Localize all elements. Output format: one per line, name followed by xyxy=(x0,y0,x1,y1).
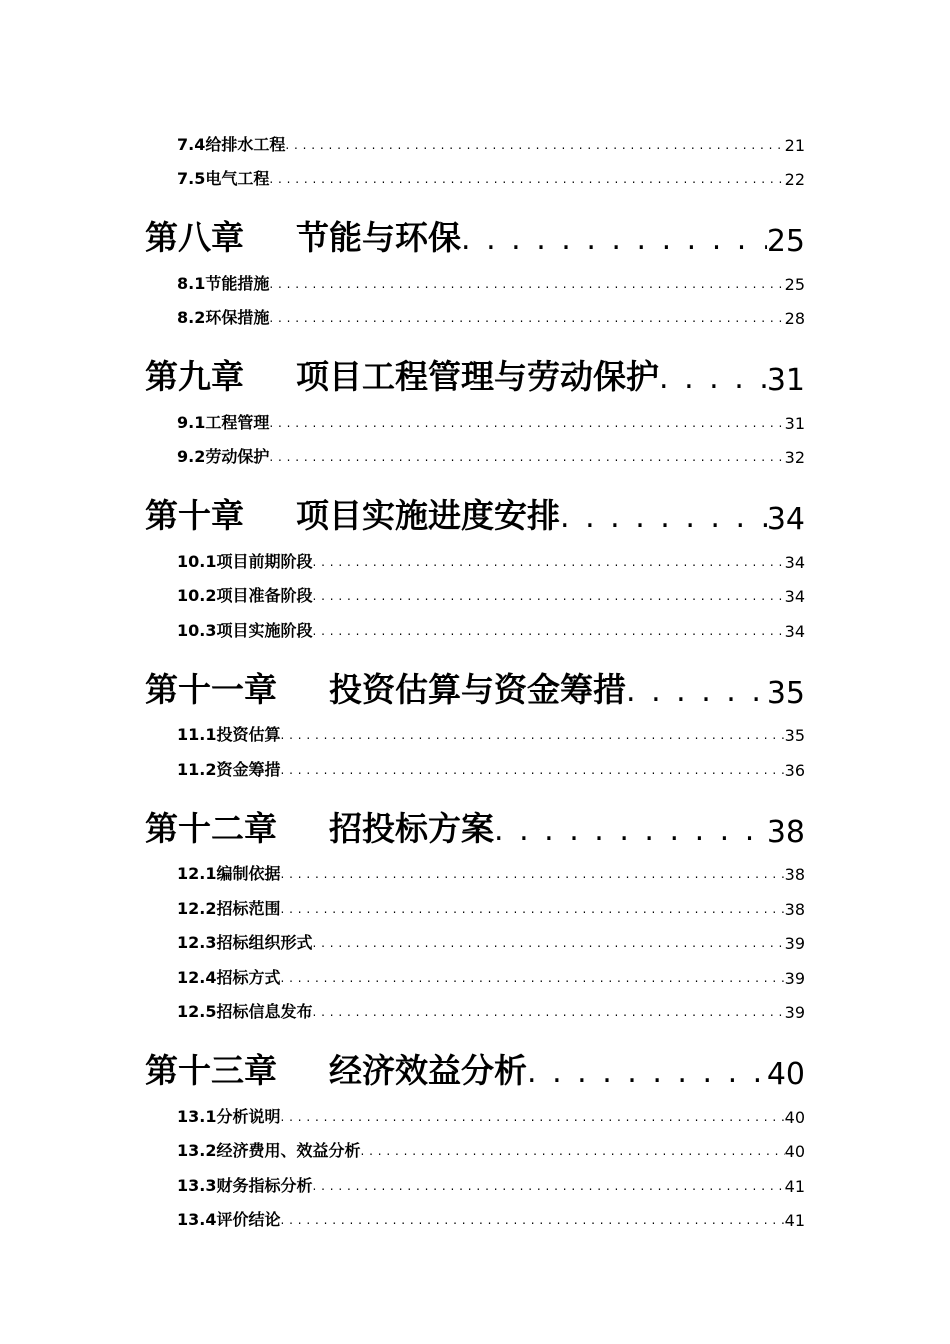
dot-leader xyxy=(312,589,784,606)
toc-section-entry[interactable] xyxy=(145,120,805,155)
dot-leader xyxy=(280,971,784,988)
dot-leader xyxy=(312,1005,784,1022)
dot-leader xyxy=(280,728,784,745)
section-title: 9.2劳动保护 xyxy=(177,447,270,466)
page-number: 39 xyxy=(784,934,805,953)
toc-section-entry[interactable] xyxy=(145,919,805,954)
dot-leader xyxy=(527,1055,767,1092)
section-title: 13.2经济费用、效益分析 xyxy=(177,1141,361,1160)
page-number: 35 xyxy=(766,675,805,711)
toc-section-entry[interactable] xyxy=(145,745,805,780)
toc-section-entry[interactable] xyxy=(145,1196,805,1231)
chapter-number: 第八章 xyxy=(145,218,244,257)
page-number: 40 xyxy=(766,1057,805,1092)
dot-leader xyxy=(269,311,784,328)
toc-chapter-entry[interactable] xyxy=(145,641,805,711)
dot-leader xyxy=(280,1110,784,1127)
toc-section-entry[interactable] xyxy=(145,884,805,919)
chapter-name: 招投标方案 xyxy=(329,808,494,848)
section-title: 11.1投资估算 xyxy=(177,725,281,744)
section-title: 11.2资金筹措 xyxy=(177,759,281,779)
dot-leader xyxy=(269,277,784,294)
toc-chapter-entry[interactable] xyxy=(145,189,805,259)
dot-leader xyxy=(626,674,767,711)
toc-section-entry[interactable] xyxy=(145,572,805,607)
dot-leader xyxy=(280,763,784,780)
dot-leader xyxy=(494,813,767,850)
toc-section-entry[interactable] xyxy=(145,398,805,433)
toc-chapter-entry[interactable] xyxy=(145,467,805,537)
section-title: 9.1工程管理 xyxy=(177,412,270,432)
chapter-name: 项目实施进度安排 xyxy=(296,496,560,535)
page-number: 25 xyxy=(784,274,805,294)
toc-section-entry[interactable] xyxy=(145,537,805,572)
section-title: 7.4给排水工程 xyxy=(177,134,286,154)
chapter-name: 经济效益分析 xyxy=(329,1051,527,1090)
toc-section-entry[interactable] xyxy=(145,294,805,329)
page-number: 41 xyxy=(784,1211,805,1230)
section-title: 8.2环保措施 xyxy=(177,308,270,327)
chapter-name: 项目工程管理与劳动保护 xyxy=(296,357,659,396)
chapter-name: 节能与环保 xyxy=(296,218,461,257)
dot-leader xyxy=(659,361,767,398)
toc-chapter-entry[interactable] xyxy=(145,328,805,398)
page-number: 36 xyxy=(784,760,805,780)
dot-leader xyxy=(461,222,767,259)
page-number: 39 xyxy=(784,968,805,988)
toc-section-entry[interactable] xyxy=(145,1161,805,1196)
toc-section-entry[interactable] xyxy=(145,1127,805,1162)
section-title: 10.3项目实施阶段 xyxy=(177,620,313,640)
page-number: 31 xyxy=(784,413,805,433)
dot-leader xyxy=(312,936,784,953)
page-number: 40 xyxy=(784,1142,805,1161)
chapter-number: 第九章 xyxy=(145,357,244,396)
dot-leader xyxy=(269,416,784,433)
toc-chapter-entry[interactable] xyxy=(145,780,805,850)
dot-leader xyxy=(280,867,784,884)
chapter-title xyxy=(145,664,626,711)
section-title: 12.2招标范围 xyxy=(177,898,281,918)
section-title: 10.2项目准备阶段 xyxy=(177,586,313,605)
dot-leader xyxy=(312,1179,784,1196)
section-title: 12.1编制依据 xyxy=(177,864,281,883)
dot-leader xyxy=(269,172,784,189)
page-number: 39 xyxy=(784,1003,805,1022)
page-number: 38 xyxy=(784,899,805,919)
chapter-number: 第十一章 xyxy=(145,669,277,709)
chapter-title xyxy=(145,803,494,850)
page-number: 25 xyxy=(766,224,805,259)
section-title: 10.1项目前期阶段 xyxy=(177,551,313,571)
section-title: 12.3招标组织形式 xyxy=(177,933,313,952)
chapter-number: 第十章 xyxy=(145,496,244,535)
chapter-number: 第十三章 xyxy=(145,1051,277,1090)
toc-section-entry[interactable] xyxy=(145,259,805,294)
section-title: 13.3财务指标分析 xyxy=(177,1175,313,1195)
section-title: 7.5电气工程 xyxy=(177,169,270,188)
chapter-title xyxy=(145,1045,527,1092)
page-number: 34 xyxy=(766,502,805,537)
dot-leader xyxy=(285,138,784,155)
section-title: 13.1分析说明 xyxy=(177,1106,281,1126)
dot-leader xyxy=(269,450,784,467)
page-number: 34 xyxy=(784,552,805,572)
toc-section-entry[interactable] xyxy=(145,711,805,746)
toc-section-entry[interactable] xyxy=(145,155,805,190)
toc-section-entry[interactable] xyxy=(145,850,805,885)
section-title: 12.4招标方式 xyxy=(177,967,281,987)
page-number: 28 xyxy=(784,309,805,328)
page-number: 31 xyxy=(766,363,805,398)
toc-section-entry[interactable] xyxy=(145,606,805,641)
table-of-contents xyxy=(145,120,805,1230)
chapter-name: 投资估算与资金筹措 xyxy=(329,669,626,709)
page-number: 34 xyxy=(784,587,805,606)
page-number: 41 xyxy=(784,1176,805,1196)
chapter-title xyxy=(145,212,461,259)
page-number: 40 xyxy=(784,1107,805,1127)
page-number: 35 xyxy=(784,726,805,745)
section-title: 8.1节能措施 xyxy=(177,273,270,293)
toc-chapter-entry[interactable] xyxy=(145,1022,805,1092)
page-number: 34 xyxy=(784,621,805,641)
page-number: 21 xyxy=(784,135,805,155)
chapter-number: 第十二章 xyxy=(145,808,277,848)
page-number: 38 xyxy=(766,814,805,850)
page-number: 32 xyxy=(784,448,805,467)
toc-section-entry[interactable] xyxy=(145,988,805,1023)
section-title: 12.5招标信息发布 xyxy=(177,1002,313,1021)
chapter-title xyxy=(145,351,659,398)
page-number: 38 xyxy=(784,865,805,884)
page-number: 22 xyxy=(784,170,805,189)
dot-leader xyxy=(312,555,784,572)
section-title: 13.4评价结论 xyxy=(177,1210,281,1229)
toc-section-entry[interactable] xyxy=(145,1092,805,1127)
dot-leader xyxy=(280,902,784,919)
toc-section-entry[interactable] xyxy=(145,433,805,468)
toc-section-entry[interactable] xyxy=(145,953,805,988)
dot-leader xyxy=(280,1213,784,1230)
dot-leader xyxy=(360,1144,784,1161)
dot-leader xyxy=(560,500,767,537)
dot-leader xyxy=(312,624,784,641)
chapter-title xyxy=(145,490,560,537)
